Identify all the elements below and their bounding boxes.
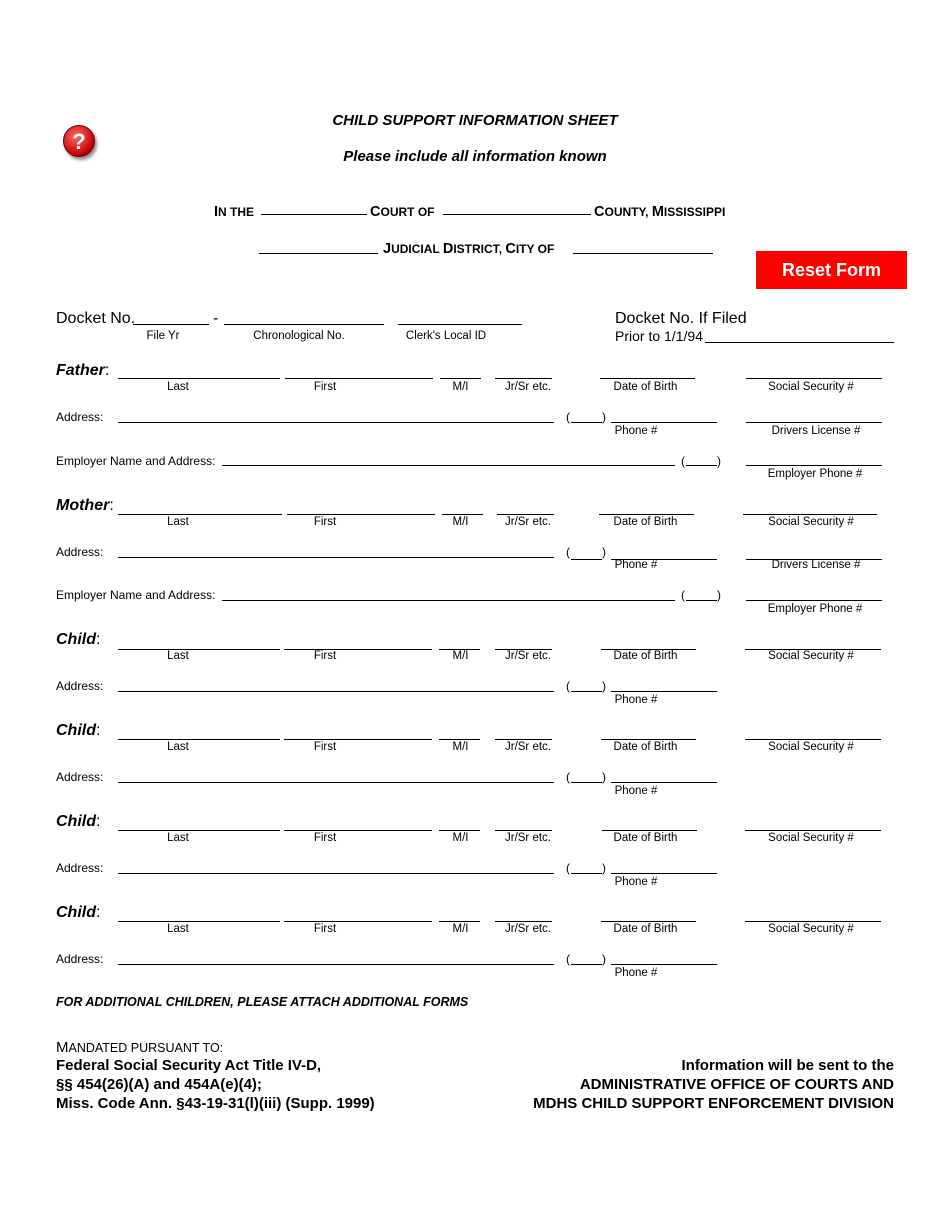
- mother-suffix-field[interactable]: [497, 514, 554, 515]
- paren-close: ): [602, 410, 606, 424]
- caption-suffix: Jr/Sr etc.: [504, 923, 551, 935]
- child-3-address-label: Address:: [56, 861, 104, 875]
- child-1-phone-field[interactable]: [611, 691, 717, 692]
- mother-employer-phone-field[interactable]: [746, 600, 882, 601]
- mandated-label: MANDATED PURSUANT TO:: [56, 1039, 224, 1056]
- caption-first: First: [313, 741, 337, 753]
- child-2-phone-field[interactable]: [611, 782, 717, 783]
- mother-last-field[interactable]: [118, 514, 282, 515]
- mother-first-field[interactable]: [287, 514, 435, 515]
- caption-dob: Date of Birth: [613, 923, 678, 935]
- additional-children-note: FOR ADDITIONAL CHILDREN, PLEASE ATTACH ADDITIONAL FORMS: [56, 995, 469, 1009]
- court-type-field[interactable]: [261, 214, 367, 215]
- caption-employer-phone: Employer Phone #: [767, 603, 863, 615]
- paren-close: ): [602, 952, 606, 966]
- docket-prior-label: Docket No. If Filed: [615, 310, 747, 327]
- father-section-label: Father:: [56, 362, 110, 379]
- caption-suffix: Jr/Sr etc.: [504, 741, 551, 753]
- mother-ssn-field[interactable]: [743, 514, 877, 515]
- mother-address-field[interactable]: [118, 557, 554, 558]
- child-4-first-field[interactable]: [284, 921, 432, 922]
- mother-employer-area-field[interactable]: [686, 600, 717, 601]
- caption-dl: Drivers License #: [771, 559, 861, 571]
- mother-mi-field[interactable]: [442, 514, 483, 515]
- father-dl-field[interactable]: [746, 422, 882, 423]
- child-1-address-field[interactable]: [118, 691, 554, 692]
- docket-chrono-field[interactable]: [224, 324, 384, 325]
- father-employer-label: Employer Name and Address:: [56, 454, 216, 468]
- form-title: CHILD SUPPORT INFORMATION SHEET: [332, 112, 618, 129]
- child-4-area-code-field[interactable]: [571, 964, 602, 965]
- caption-ssn: Social Security #: [768, 381, 854, 393]
- father-employer-field[interactable]: [222, 465, 675, 466]
- paren-open: (: [566, 861, 570, 875]
- paren-close: ): [602, 545, 606, 559]
- caption-dob: Date of Birth: [613, 741, 678, 753]
- caption-first: First: [313, 516, 337, 528]
- caption-last: Last: [167, 381, 189, 393]
- father-mi-field[interactable]: [440, 378, 481, 379]
- caption-last: Last: [167, 741, 189, 753]
- caption-mi: M/I: [452, 516, 469, 528]
- caption-suffix: Jr/Sr etc.: [504, 381, 551, 393]
- caption-employer-phone: Employer Phone #: [767, 468, 863, 480]
- child-4-address-field[interactable]: [118, 964, 554, 965]
- caption-last: Last: [167, 516, 189, 528]
- caption-dob: Date of Birth: [613, 832, 678, 844]
- form-subtitle: Please include all information known: [343, 148, 607, 165]
- clerk-caption: Clerk's Local ID: [405, 330, 487, 342]
- docket-clerk-field[interactable]: [398, 324, 522, 325]
- judicial-district-field[interactable]: [259, 253, 378, 254]
- child-1-area-code-field[interactable]: [571, 691, 602, 692]
- paren-open: (: [566, 679, 570, 693]
- child-3-last-field[interactable]: [118, 830, 280, 831]
- city-field[interactable]: [573, 253, 713, 254]
- mother-address-label: Address:: [56, 545, 104, 559]
- docket-file-yr-field[interactable]: [133, 324, 209, 325]
- county-field[interactable]: [443, 214, 591, 215]
- child-2-first-field[interactable]: [284, 739, 432, 740]
- father-dob-field[interactable]: [600, 378, 695, 379]
- law-citation-1: Federal Social Security Act Title IV-D,: [56, 1057, 322, 1074]
- caption-mi: M/I: [452, 381, 469, 393]
- paren-close: ): [717, 454, 721, 468]
- child-4-suffix-field[interactable]: [495, 921, 552, 922]
- in-the-label: IN THE: [214, 204, 255, 220]
- reset-form-button[interactable]: Reset Form: [756, 251, 907, 289]
- child-4-address-label: Address:: [56, 952, 104, 966]
- father-ssn-field[interactable]: [746, 378, 882, 379]
- info-sent-line-3: MDHS CHILD SUPPORT ENFORCEMENT DIVISION: [533, 1095, 894, 1112]
- caption-ssn: Social Security #: [768, 516, 854, 528]
- caption-phone: Phone #: [614, 559, 658, 571]
- paren-open: (: [566, 952, 570, 966]
- child-2-section-label: Child:: [56, 722, 101, 739]
- mother-dob-field[interactable]: [599, 514, 694, 515]
- caption-phone: Phone #: [614, 425, 658, 437]
- caption-phone: Phone #: [614, 876, 658, 888]
- docket-label: Docket No.: [56, 310, 136, 327]
- child-2-address-label: Address:: [56, 770, 104, 784]
- paren-close: ): [717, 588, 721, 602]
- mother-employer-field[interactable]: [222, 600, 675, 601]
- father-employer-area-field[interactable]: [686, 465, 717, 466]
- law-citation-2: §§ 454(26)(A) and 454A(e)(4);: [56, 1076, 262, 1093]
- child-1-section-label: Child:: [56, 631, 101, 648]
- father-last-field[interactable]: [118, 378, 280, 379]
- paren-close: ): [602, 679, 606, 693]
- county-mississippi-label: COUNTY, MISSISSIPPI: [594, 204, 726, 220]
- caption-phone: Phone #: [614, 785, 658, 797]
- child-3-area-code-field[interactable]: [571, 873, 602, 874]
- caption-suffix: Jr/Sr etc.: [504, 516, 551, 528]
- caption-suffix: Jr/Sr etc.: [504, 832, 551, 844]
- father-address-label: Address:: [56, 410, 104, 424]
- docket-prior-date-label: Prior to 1/1/94: [615, 328, 703, 344]
- caption-last: Last: [167, 650, 189, 662]
- help-icon[interactable]: ?: [63, 125, 95, 157]
- caption-first: First: [313, 650, 337, 662]
- caption-mi: M/I: [452, 923, 469, 935]
- child-3-phone-field[interactable]: [611, 873, 717, 874]
- father-suffix-field[interactable]: [495, 378, 552, 379]
- caption-first: First: [313, 381, 337, 393]
- child-4-dob-field[interactable]: [601, 921, 696, 922]
- caption-mi: M/I: [452, 741, 469, 753]
- law-citation-3: Miss. Code Ann. §43-19-31(l)(iii) (Supp. 1999): [56, 1095, 375, 1112]
- caption-phone: Phone #: [614, 967, 658, 979]
- child-2-suffix-field[interactable]: [495, 739, 552, 740]
- paren-open: (: [566, 770, 570, 784]
- child-2-last-field[interactable]: [118, 739, 280, 740]
- caption-mi: M/I: [452, 650, 469, 662]
- caption-phone: Phone #: [614, 694, 658, 706]
- child-1-address-label: Address:: [56, 679, 104, 693]
- child-3-first-field[interactable]: [284, 830, 432, 831]
- chrono-caption: Chronological No.: [253, 330, 345, 342]
- father-address-field[interactable]: [118, 422, 554, 423]
- info-sent-line-1: Information will be sent to the: [681, 1057, 894, 1074]
- father-employer-phone-field[interactable]: [746, 465, 882, 466]
- caption-ssn: Social Security #: [768, 923, 854, 935]
- child-4-last-field[interactable]: [118, 921, 280, 922]
- paren-close: ): [602, 770, 606, 784]
- child-4-ssn-field[interactable]: [745, 921, 881, 922]
- child-4-mi-field[interactable]: [439, 921, 480, 922]
- child-2-address-field[interactable]: [118, 782, 554, 783]
- child-3-section-label: Child:: [56, 813, 101, 830]
- child-3-ssn-field[interactable]: [745, 830, 881, 831]
- child-2-ssn-field[interactable]: [745, 739, 881, 740]
- father-first-field[interactable]: [285, 378, 433, 379]
- paren-close: ): [602, 861, 606, 875]
- caption-dob: Date of Birth: [613, 516, 678, 528]
- child-3-address-field[interactable]: [118, 873, 554, 874]
- info-sent-line-2: ADMINISTRATIVE OFFICE OF COURTS AND: [579, 1076, 894, 1093]
- mother-section-label: Mother:: [56, 497, 114, 514]
- caption-dob: Date of Birth: [613, 381, 678, 393]
- caption-ssn: Social Security #: [768, 832, 854, 844]
- file-yr-caption: File Yr: [146, 330, 180, 342]
- child-2-area-code-field[interactable]: [571, 782, 602, 783]
- judicial-district-label: JUDICIAL DISTRICT, CITY OF: [383, 241, 555, 257]
- child-4-phone-field[interactable]: [611, 964, 717, 965]
- paren-open: (: [681, 588, 685, 602]
- mother-employer-label: Employer Name and Address:: [56, 588, 216, 602]
- child-3-mi-field[interactable]: [439, 830, 480, 831]
- caption-last: Last: [167, 923, 189, 935]
- caption-suffix: Jr/Sr etc.: [504, 650, 551, 662]
- caption-dl: Drivers License #: [771, 425, 861, 437]
- father-area-code-field[interactable]: [571, 422, 602, 423]
- child-2-mi-field[interactable]: [439, 739, 480, 740]
- docket-dash: -: [213, 310, 219, 327]
- child-2-dob-field[interactable]: [601, 739, 696, 740]
- child-3-suffix-field[interactable]: [495, 830, 552, 831]
- father-phone-field[interactable]: [611, 422, 717, 423]
- caption-dob: Date of Birth: [613, 650, 678, 662]
- caption-last: Last: [167, 832, 189, 844]
- caption-first: First: [313, 832, 337, 844]
- child-3-dob-field[interactable]: [602, 830, 697, 831]
- court-of-label: COURT OF: [370, 204, 435, 220]
- mother-area-code-field[interactable]: [571, 559, 602, 560]
- caption-first: First: [313, 923, 337, 935]
- caption-ssn: Social Security #: [768, 650, 854, 662]
- paren-open: (: [681, 454, 685, 468]
- paren-open: (: [566, 545, 570, 559]
- caption-ssn: Social Security #: [768, 741, 854, 753]
- docket-prior-field[interactable]: [705, 342, 894, 343]
- caption-mi: M/I: [452, 832, 469, 844]
- paren-open: (: [566, 410, 570, 424]
- child-4-section-label: Child:: [56, 904, 101, 921]
